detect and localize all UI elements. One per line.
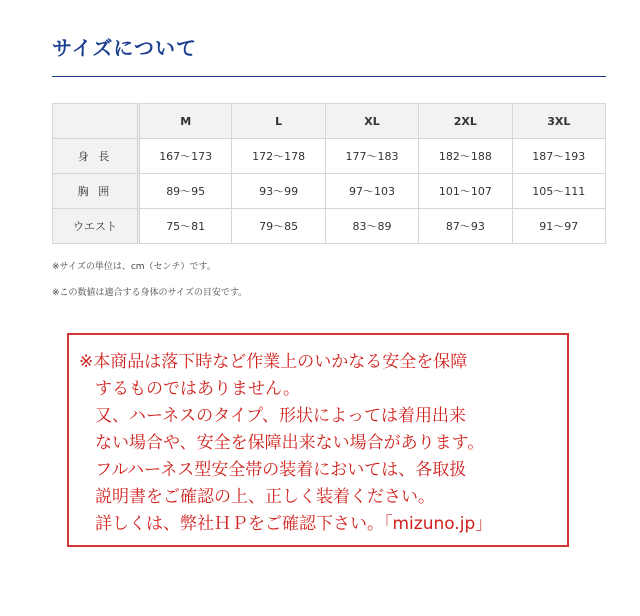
title-divider [52,76,606,77]
table-cell: 75～81 [139,209,232,244]
table-cell: 83～89 [325,209,418,244]
table-cell: 93～99 [232,174,325,209]
table-cell: 91～97 [512,209,605,244]
page-title: サイズについて [52,36,197,60]
table-row [53,139,606,174]
table-cell: 105～111 [512,174,605,209]
unit-note: ※サイズの単位は、cm（センチ）です。 [52,262,216,272]
table-row [53,209,606,244]
row-label-height: 身 長 [53,139,139,174]
size-table [52,103,606,244]
warning-line: 詳しくは、弊社ＨＰをご確認下さい。「mizuno.jp」 [95,514,493,534]
warning-line: フルハーネス型安全帯の装着においては、各取扱 [95,460,467,480]
table-cell: 177～183 [325,139,418,174]
row-label-chest: 胸 囲 [53,174,139,209]
warning-line: ※本商品は落下時など作業上のいかなる安全を保障 [79,352,468,372]
table-cell: 172～178 [232,139,325,174]
table-cell: 187～193 [512,139,605,174]
table-header-row [53,104,606,139]
warning-line: ない場合や、安全を保障出来ない場合があります。 [95,433,485,453]
table-cell: 89～95 [139,174,232,209]
size-guide-note: ※この数値は適合する身体のサイズの目安です。 [52,288,248,298]
size-header-xl: XL [325,104,418,139]
table-cell: 101～107 [419,174,512,209]
table-cell: 167～173 [139,139,232,174]
table-row [53,174,606,209]
warning-line: 又、ハーネスのタイプ、形状によっては着用出来 [95,406,466,426]
table-corner-cell [53,104,139,139]
table-cell: 97～103 [325,174,418,209]
size-header-3xl: 3XL [512,104,605,139]
warning-line: するものではありません。 [95,379,301,399]
size-header-2xl: 2XL [419,104,512,139]
table-cell: 87～93 [419,209,512,244]
size-header-m: M [139,104,232,139]
safety-warning-box [67,333,569,547]
table-cell: 182～188 [419,139,512,174]
size-header-l: L [232,104,325,139]
table-cell: 79～85 [232,209,325,244]
row-label-waist: ウエスト [53,209,139,244]
warning-line: 説明書をご確認の上、正しく装着ください。 [95,487,435,507]
